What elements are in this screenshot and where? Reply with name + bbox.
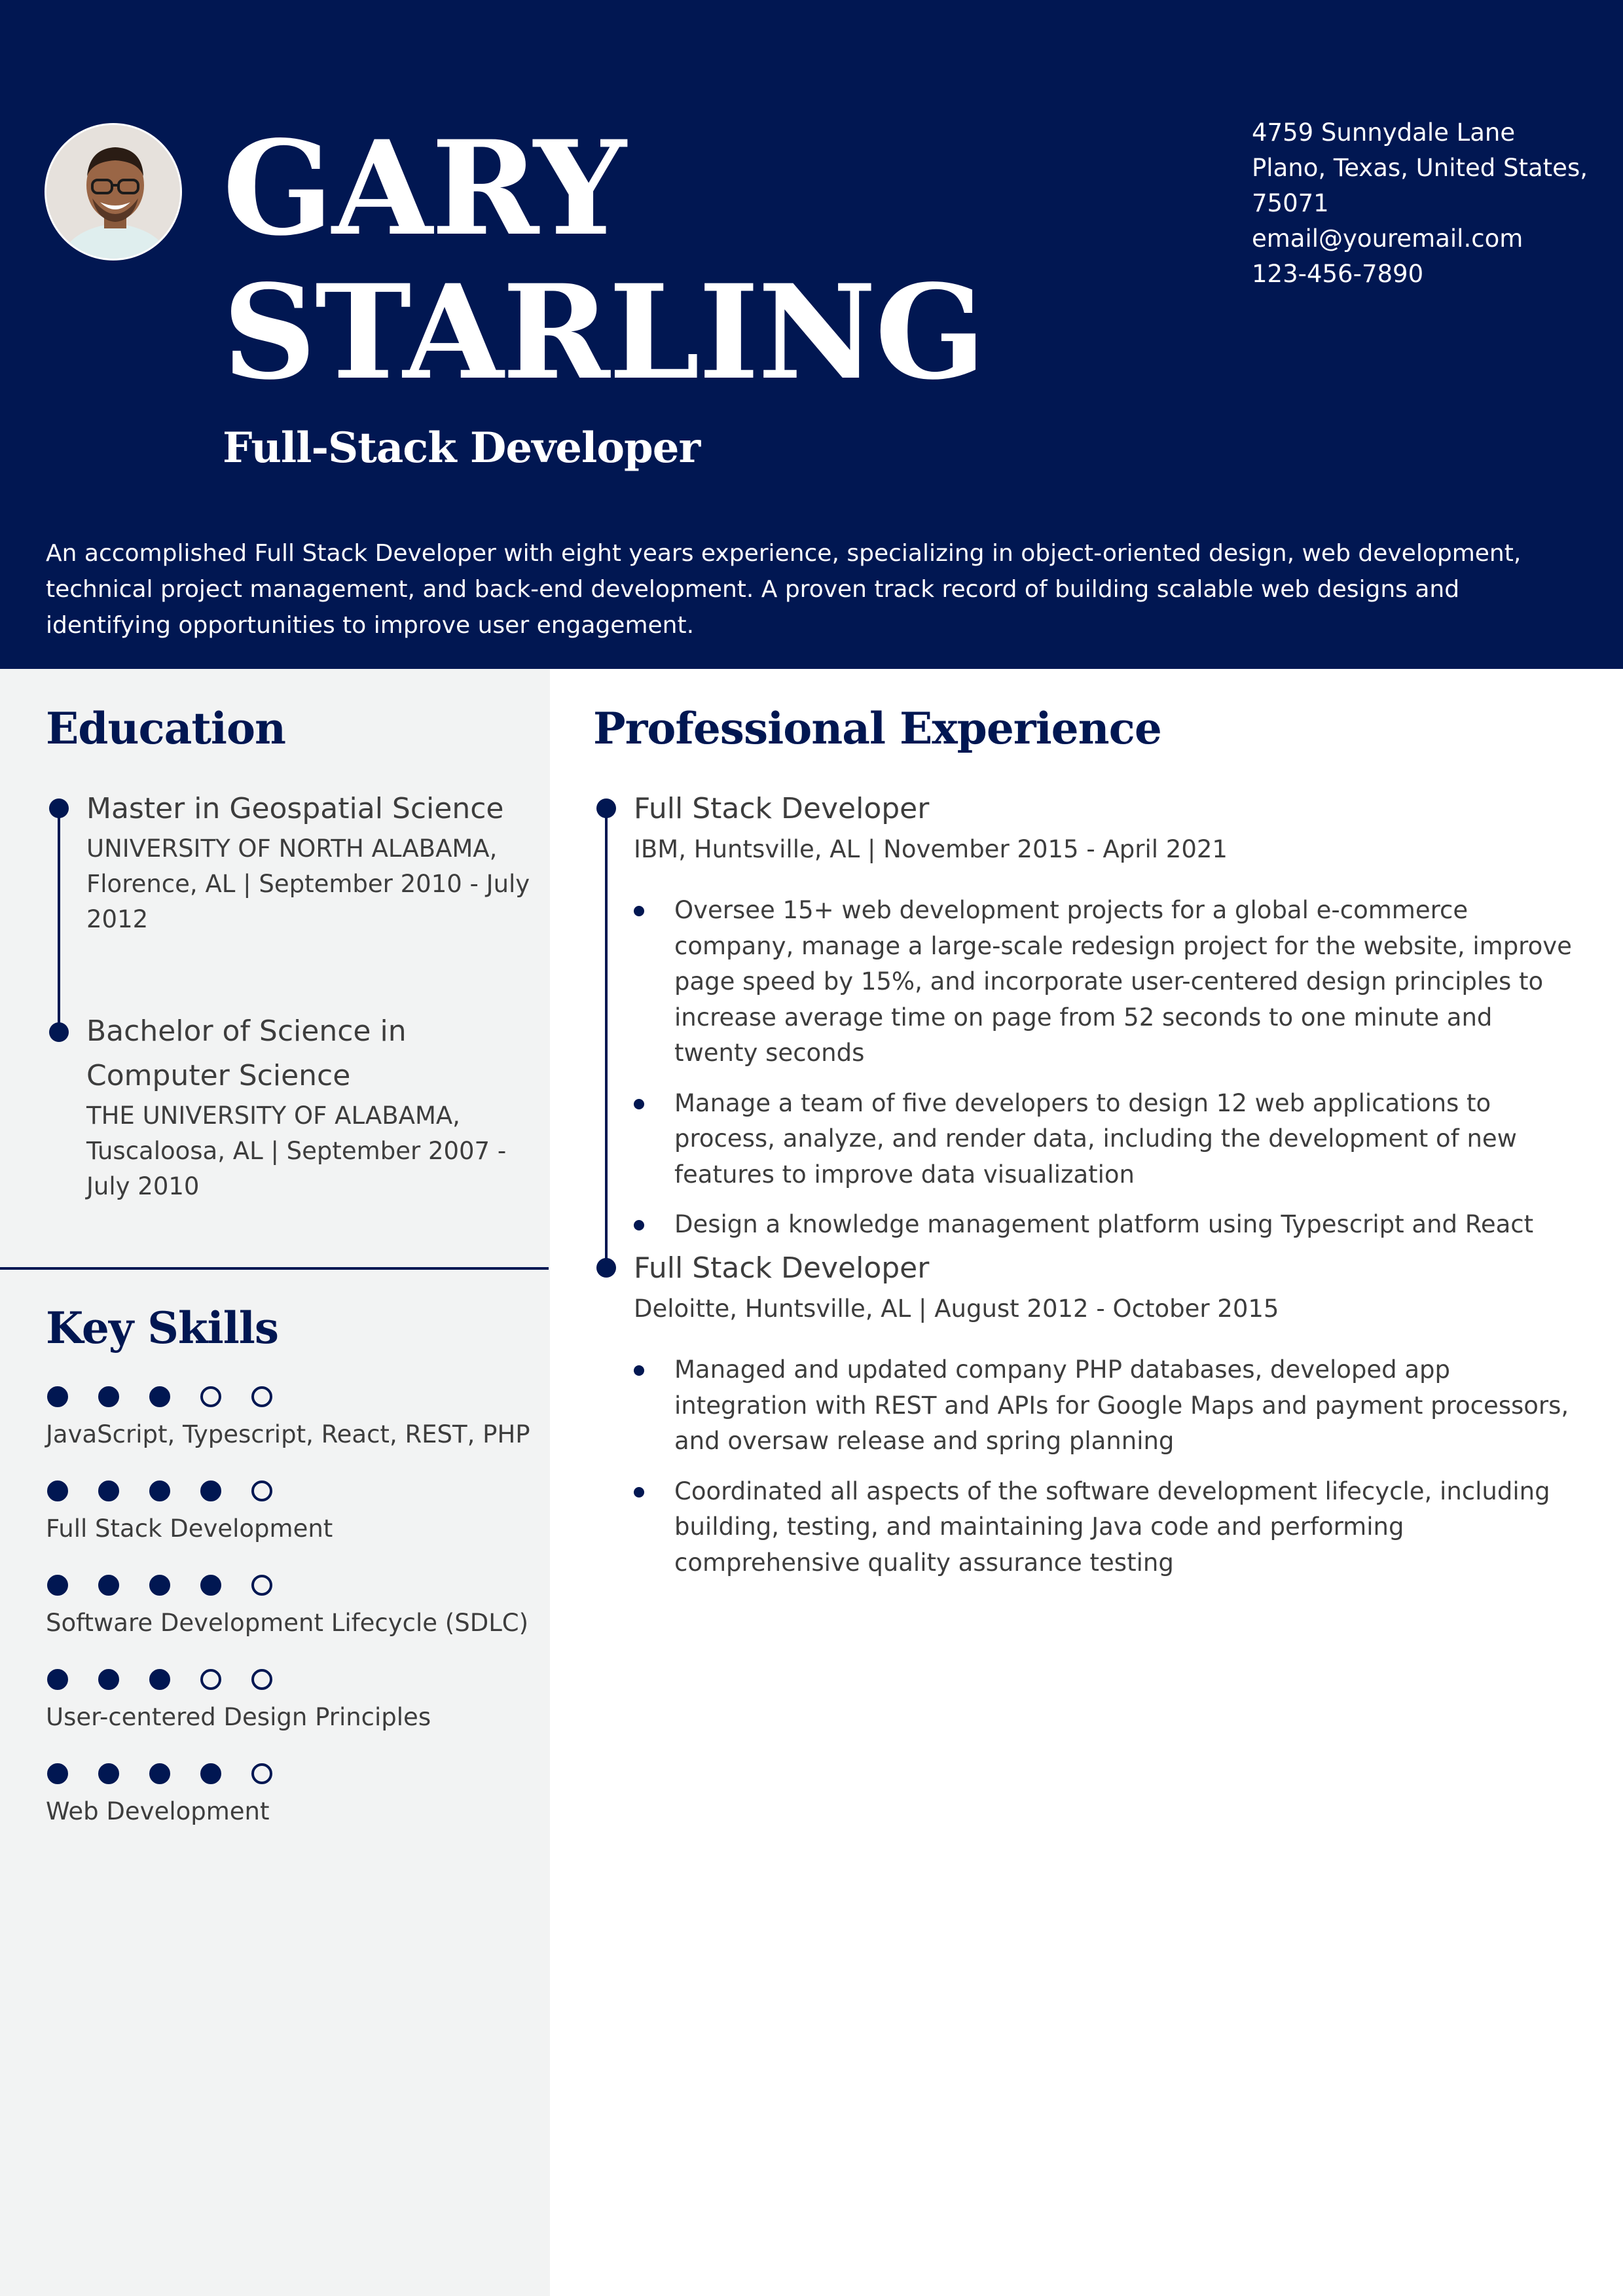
education-degree: Bachelor of Science in Computer Science [86, 1014, 407, 1092]
skill-dot-filled [149, 1480, 170, 1501]
first-name: GARY [223, 112, 625, 264]
job-bullets [634, 893, 1577, 1243]
skill-rating [46, 1761, 543, 1787]
timeline-dot [596, 1258, 616, 1278]
address-line-3: 75071 [1252, 189, 1329, 217]
skill-dot-filled [47, 1669, 68, 1690]
education-timeline-line [58, 808, 60, 1032]
skill-dot-filled [98, 1669, 119, 1690]
education-detail: THE UNIVERSITY OF ALABAMA, Tuscaloosa, AL | September 2007 - July 2010 [86, 1102, 507, 1200]
skill-rating [46, 1572, 543, 1598]
skill-rating [46, 1384, 543, 1410]
job-bullet: Design a knowledge management platform using Typescript and React [634, 1207, 1577, 1243]
skill-dot-empty [251, 1575, 272, 1596]
skill-dot-filled [98, 1386, 119, 1407]
job-entry-title: Full Stack Developer [634, 792, 930, 825]
skill-name: Web Development [46, 1797, 270, 1825]
address-line-2: Plano, Texas, United States, [1252, 154, 1588, 182]
timeline-dot [596, 798, 616, 818]
skill-name: User-centered Design Principles [46, 1703, 431, 1731]
skill-dot-filled [149, 1386, 170, 1407]
job-title: Full-Stack Developer [223, 423, 701, 473]
education-detail: UNIVERSITY OF NORTH ALABAMA, Florence, AL | September 2010 - July 2012 [86, 834, 530, 933]
last-name: STARLING [223, 256, 985, 408]
address-line-1: 4759 Sunnydale Lane [1252, 118, 1516, 147]
skill-dot-filled [98, 1575, 119, 1596]
resume-header [0, 0, 1623, 669]
contact-info [1252, 115, 1592, 292]
education-item [86, 1009, 532, 1204]
job-entry-meta: Deloitte, Huntsville, AL | August 2012 - October 2015 [634, 1295, 1279, 1323]
job-entry [634, 1246, 1577, 1595]
job-bullet: Oversee 15+ web development projects for a global e-commerce company, manage a large-scale redesign project for the website, improve page speed by 15%, and incorporate user-centered design principles to increase average time on page from 52 seconds to one minute and twenty seconds [634, 893, 1577, 1071]
skill-dot-filled [200, 1763, 221, 1784]
skill-dot-filled [98, 1763, 119, 1784]
skill-item [46, 1572, 543, 1641]
phone-number: 123-456-7890 [1252, 260, 1424, 288]
experience-timeline-line [605, 808, 608, 1270]
skill-item [46, 1384, 543, 1453]
job-bullet: Managed and updated company PHP databases, developed app integration with REST and APIs for Google Maps and payment processors, and oversaw release and spring planning [634, 1352, 1577, 1460]
job-bullet: Coordinated all aspects of the software development lifecycle, including building, testing, and maintaining Java code and performing comprehensive quality assurance testing [634, 1474, 1577, 1581]
education-item [86, 787, 532, 937]
skill-item [46, 1478, 543, 1547]
skill-dot-filled [200, 1480, 221, 1501]
skill-dot-filled [149, 1669, 170, 1690]
skill-dot-empty [251, 1763, 272, 1784]
job-bullets [634, 1352, 1577, 1581]
profile-photo [45, 123, 182, 260]
email-link[interactable]: email@youremail.com [1252, 224, 1523, 253]
skill-name: Full Stack Development [46, 1515, 333, 1543]
skill-dot-empty [200, 1669, 221, 1690]
skill-dot-filled [47, 1386, 68, 1407]
skill-dot-empty [200, 1386, 221, 1407]
skill-dot-filled [149, 1763, 170, 1784]
skill-name: JavaScript, Typescript, React, REST, PHP [46, 1420, 530, 1448]
education-degree: Master in Geospatial Science [86, 792, 504, 825]
skill-item [46, 1666, 543, 1736]
sidebar-divider [0, 1267, 549, 1270]
skill-dot-filled [47, 1763, 68, 1784]
job-entry-title: Full Stack Developer [634, 1251, 930, 1285]
job-bullet: Manage a team of five developers to design 12 web applications to process, analyze, and render data, including the development of new features to improve data visualization [634, 1086, 1577, 1193]
job-entry [634, 787, 1577, 1257]
person-avatar-icon [46, 125, 182, 260]
skill-item [46, 1761, 543, 1830]
skills-heading: Key Skills [46, 1302, 278, 1354]
skill-dot-filled [200, 1575, 221, 1596]
education-heading: Education [46, 703, 285, 754]
skill-dot-empty [251, 1386, 272, 1407]
timeline-dot [49, 798, 69, 818]
skill-dot-filled [149, 1575, 170, 1596]
skill-dot-filled [47, 1575, 68, 1596]
job-entry-meta: IBM, Huntsville, AL | November 2015 - April 2021 [634, 835, 1228, 863]
candidate-name [223, 112, 985, 408]
skill-name: Software Development Lifecycle (SDLC) [46, 1609, 529, 1637]
skill-rating [46, 1478, 543, 1504]
skill-dot-filled [98, 1480, 119, 1501]
skill-dot-empty [251, 1480, 272, 1501]
skill-dot-filled [47, 1480, 68, 1501]
skill-dot-empty [251, 1669, 272, 1690]
skill-rating [46, 1666, 543, 1693]
timeline-dot [49, 1022, 69, 1042]
experience-heading: Professional Experience [593, 703, 1161, 754]
profile-summary: An accomplished Full Stack Developer with eight years experience, specializing in object-oriented design, web development, technical project management, and back-end development. A proven track record of building scalable web designs and identifying opportunities to improve user engagement. [46, 540, 1522, 639]
